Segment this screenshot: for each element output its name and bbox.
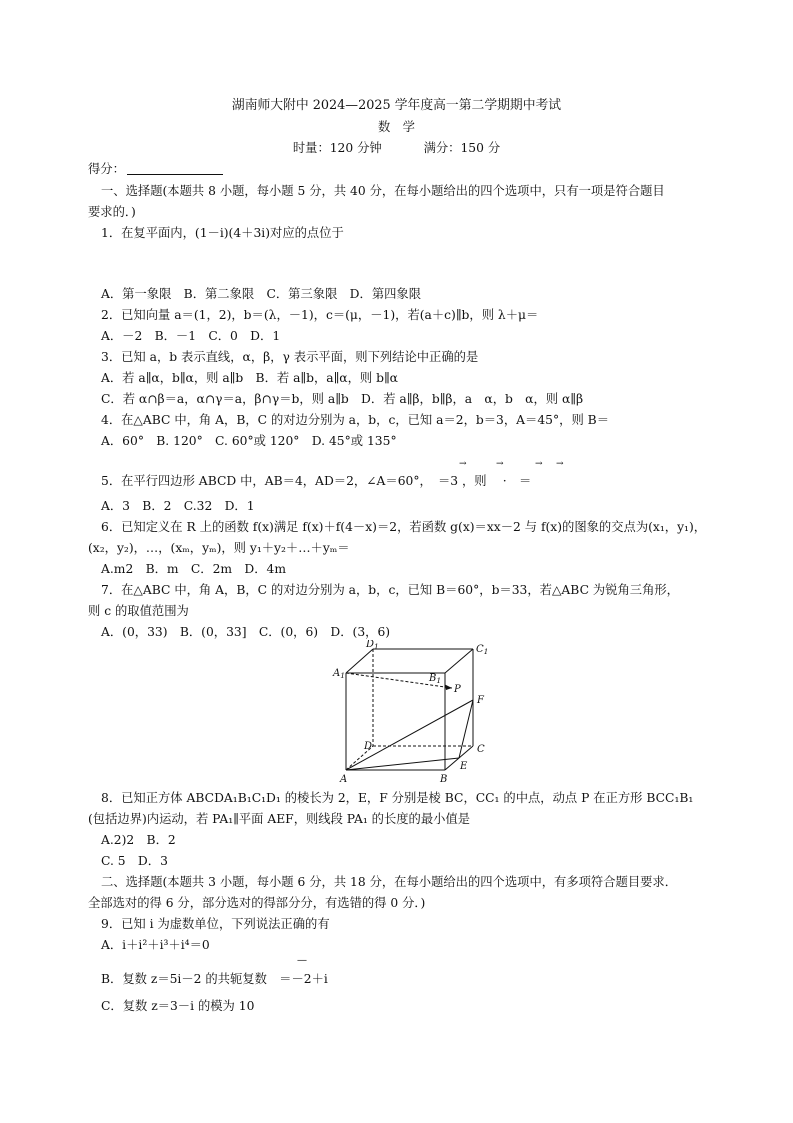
vector-arrow-icon: → [556,459,564,469]
q4-stem: 4．在△ABC 中，角 A，B，C 的对边分别为 a，b，c，已知 a＝2，b＝3，A＝45°，则 B＝ [101,413,609,427]
q9-option-c: C．复数 z＝3－i 的模为 10 [101,999,255,1013]
score-field [88,161,223,177]
label-b1: B [429,673,437,684]
exam-meta [0,140,793,156]
subject-title: 数 学 [378,120,415,134]
cube-figure [330,640,500,785]
time-limit: 时量：120 分钟 [292,141,382,155]
q3-options-ab: A．若 a∥α，b∥α，则 a∥b B．若 a∥b，a∥α，则 b∥α [101,371,398,385]
q7-options: A．(0，33) B．(0，33] C．(0，6) D．(3，6) [101,625,391,639]
q9-stem: 9．已知 i 为虚数单位，下列说法正确的有 [101,917,330,931]
q6-stem: 6．已知定义在 R 上的函数 f(x)满足 f(x)＋f(4－x)＝2，若函数 g(x)＝xx－2 与 f(x)的图象的交点为(x₁，y₁)， [101,520,707,534]
q3-options-cd: C．若 α∩β＝a，α∩γ＝a，β∩γ＝b，则 a∥b D．若 a∥β，b∥β，a α，b α，则 α∥β [101,392,584,406]
score-blank [127,161,223,175]
q9-option-a: A．i＋i²＋i³＋i⁴＝0 [101,938,210,952]
q8-stem-cont: (包括边界)内运动，若 PA₁∥平面 AEF，则线段 PA₁ 的长度的最小值是 [88,812,471,826]
q2-stem: 2．已知向量 a＝(1，2)，b＝(λ，－1)，c＝(μ，－1)，若(a＋c)∥b，则 λ＋μ＝ [101,308,539,322]
q7-stem: 7．在△ABC 中，角 A，B，C 的对边分别为 a，b，c，已知 B＝60°，b＝33，若△ABC 为锐角三角形， [101,583,679,597]
svg-text:A1: $A_1$ [333,668,346,680]
label-a1: A [333,668,341,679]
exam-title: 湖南师大附中 2024—2025 学年度高一第二学期期中考试 [231,98,562,113]
q8-options-cd: C. 5 D．3 [101,854,168,868]
edge-b1-c1 [445,649,473,673]
svg-text:D1: $D_1$ [366,640,379,651]
svg-text:B1: $B_1$ [429,673,442,685]
arrowhead-p [445,685,452,691]
q1-options: A．第一象限 B．第二象限 C．第三象限 D．第四象限 [101,287,422,301]
vector-arrow-icon: → [496,459,504,469]
q6-stem-cont: (x₂，y₂)，…，(xₘ，yₘ)，则 y₁＋y₂＋…＋yₘ＝ [88,541,350,555]
vector-arrow-icon: → [535,459,543,469]
label-p: P [454,684,461,695]
q9-option-b: B．复数 z＝5i－2 的共轭复数 ＝－2＋i [101,972,328,986]
label-c1: C [476,644,484,655]
q5-stem: 5．在平行四边形 ABCD 中，AB＝4，AD＝2，∠A＝60°， ＝3 ，则 · ＝ [101,474,532,488]
label-b: B [440,774,448,785]
label-c: C [477,744,485,755]
label-e: E [460,761,468,772]
edge-a1-d1 [346,649,373,673]
full-score: 满分：150 分 [423,141,501,155]
section1-heading: 一、选择题(本题共 8 小题，每小题 5 分，共 40 分，在每小题给出的四个选项中，只有一项是符合题目 [101,184,665,198]
segment-a-f [346,700,473,770]
label-d: D [364,741,373,752]
label-d1: D [366,640,375,650]
q6-options: A.m2 B．m C．2m D．4m [101,562,286,576]
segment-a-e [346,758,459,770]
label-f: F [477,695,484,706]
q7-stem-cont: 则 c 的取值范围为 [88,604,189,618]
q8-stem: 8．已知正方体 ABCDA₁B₁C₁D₁ 的棱长为 2，E，F 分别是棱 BC，CC₁ 的中点，动点 P 在正方形 BCC₁B₁ [101,791,694,805]
q1-stem: 1．在复平面内，(1－i)(4＋3i)对应的点位于 [101,226,344,240]
vector-arrow-icon: → [459,459,467,469]
q5-options: A．3 B．2 C.32 D．1 [101,499,255,513]
q3-stem: 3．已知 a，b 表示直线，α，β，γ 表示平面，则下列结论中正确的是 [101,350,479,364]
score-label: 得分： [88,162,125,176]
section2-heading-cont: 全部选对的得 6 分，部分选对的得部分分，有选错的得 0 分．) [88,896,426,910]
conjugate-bar-icon: — [297,955,307,966]
q2-options: A．－2 B．－1 C．0 D．1 [101,329,281,343]
svg-text:C1: $C_1$ [476,644,489,656]
label-a: A [340,774,348,785]
q8-options-ab: A.2)2 B．2 [101,833,176,847]
segment-e-f [459,700,473,758]
section1-heading-cont: 要求的．) [88,205,136,219]
section2-heading: 二、选择题(本题共 3 小题，每小题 6 分，共 18 分，在每小题给出的四个选项中，有多项符合题目要求． [101,875,678,889]
q4-options: A．60° B. 120° C. 60°或 120° D. 45°或 135° [101,434,397,448]
